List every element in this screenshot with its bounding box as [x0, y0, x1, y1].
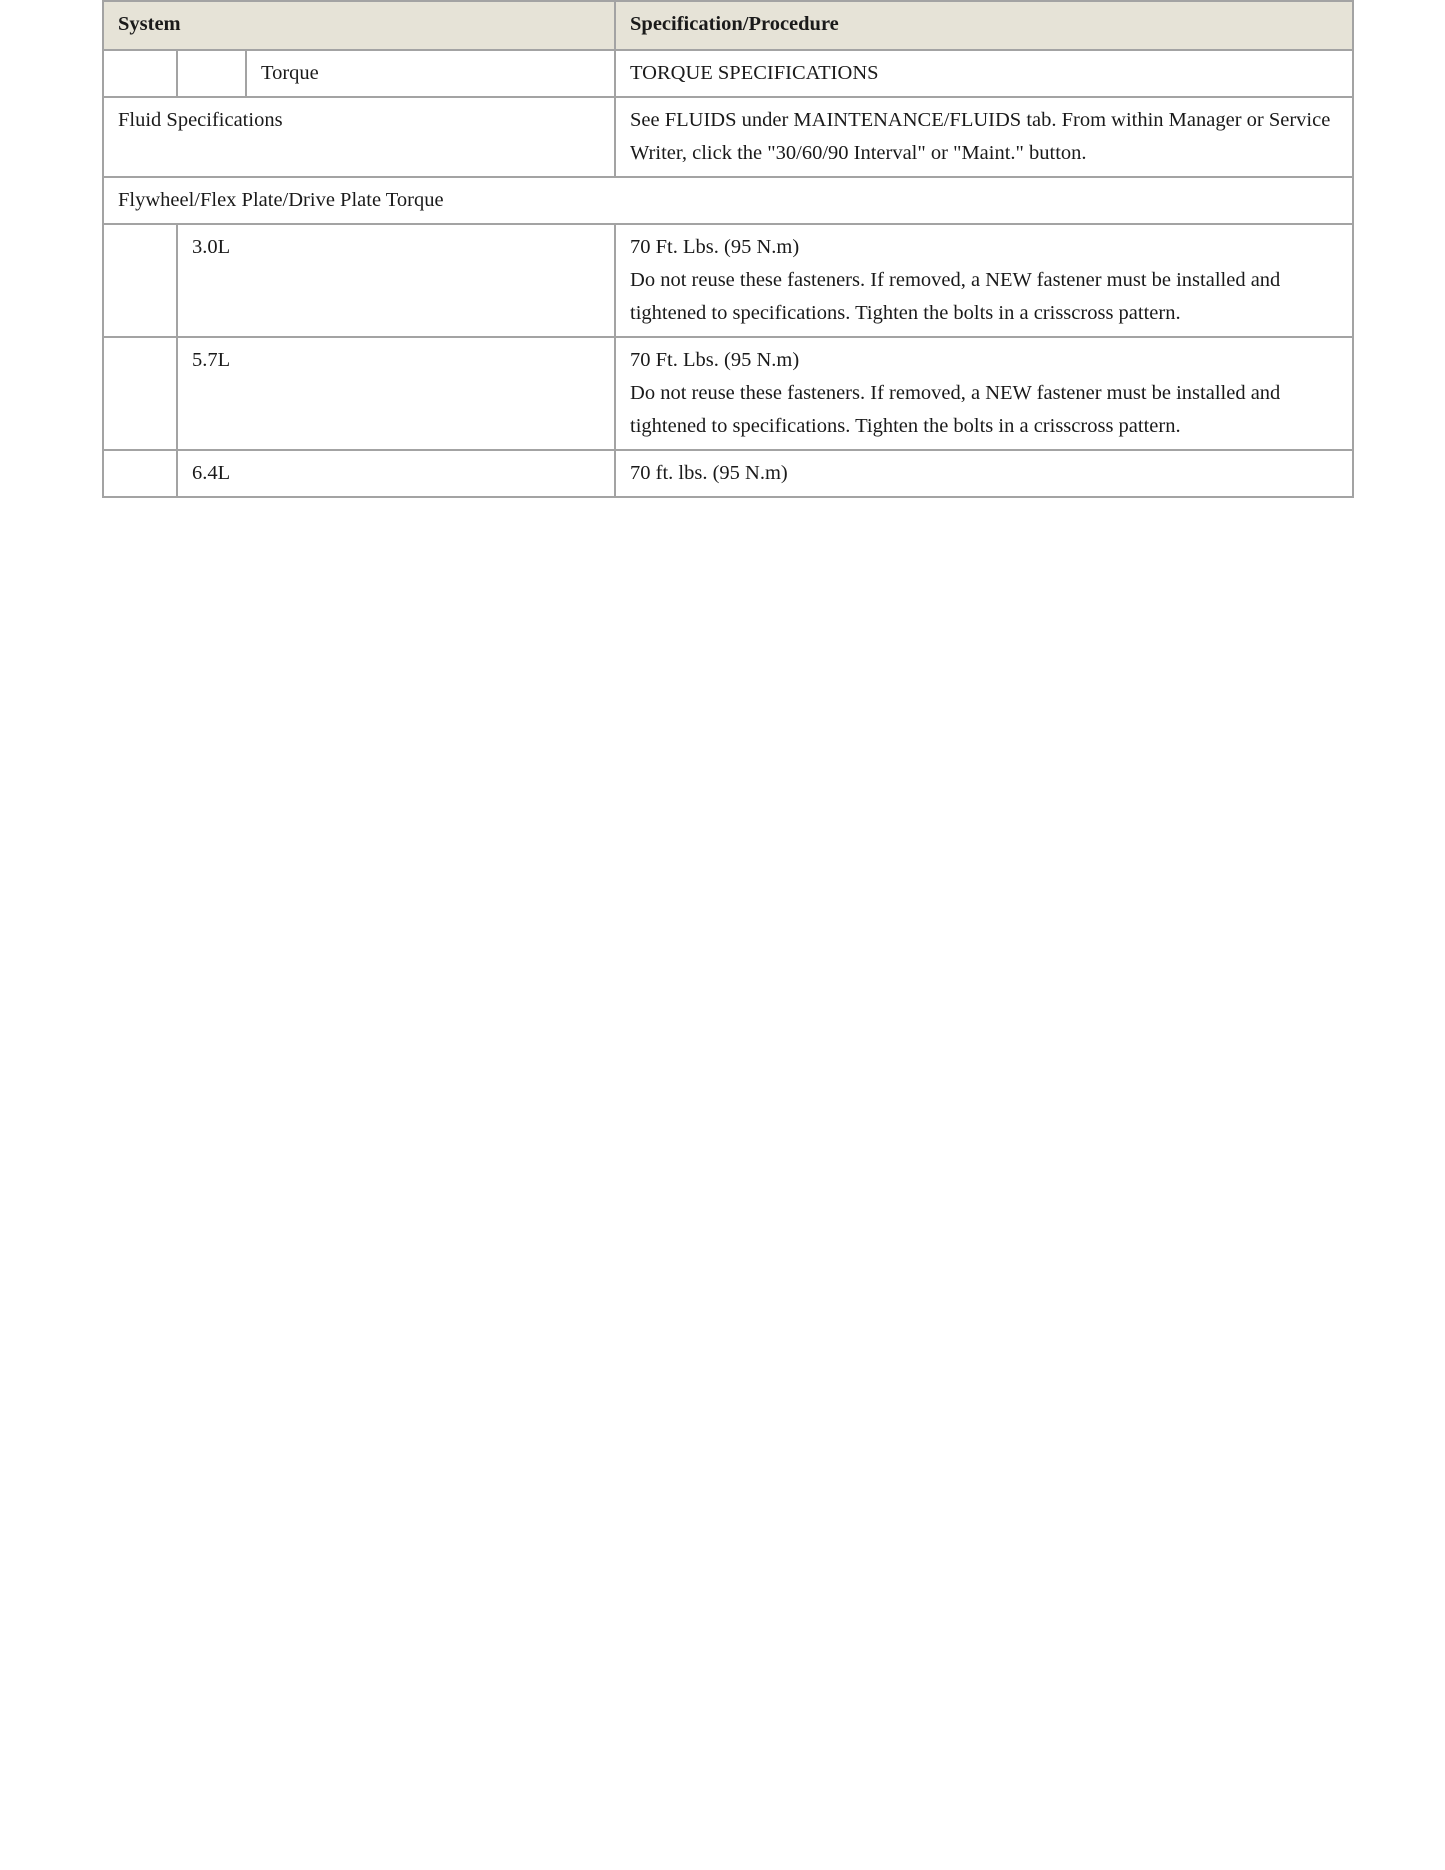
section-heading-cell: Flywheel/Flex Plate/Drive Plate Torque: [103, 177, 1353, 224]
system-cell: 3.0L: [177, 224, 615, 337]
header-spec: Specification/Procedure: [615, 1, 1353, 50]
table-row: [103, 224, 1353, 337]
indent-cell: [103, 337, 177, 450]
specification-table: [102, 0, 1354, 498]
spec-cell: [615, 224, 1353, 337]
spec-cell: TORQUE SPECIFICATIONS: [615, 50, 1353, 97]
spec-note: Do not reuse these fasteners. If removed, a NEW fastener must be installed and tightened to specifications. Tighten the bolts in a crisscross pattern.: [630, 382, 1281, 437]
table-row: [103, 337, 1353, 450]
table-row: [103, 97, 1353, 177]
system-cell: Torque: [246, 50, 615, 97]
system-cell: 5.7L: [177, 337, 615, 450]
indent-cell: [103, 450, 177, 497]
indent-cell: [103, 50, 177, 97]
indent-cell: [177, 50, 246, 97]
table-row: [103, 177, 1353, 224]
header-system: System: [103, 1, 615, 50]
spec-value: 70 Ft. Lbs. (95 N.m): [630, 236, 800, 258]
indent-cell: [103, 224, 177, 337]
spec-value: 70 Ft. Lbs. (95 N.m): [630, 349, 800, 371]
spec-cell: See FLUIDS under MAINTENANCE/FLUIDS tab. From within Manager or Service Writer, click the "30/60/90 Interval" or "Maint." button.: [615, 97, 1353, 177]
spec-cell: [615, 337, 1353, 450]
table-row: [103, 50, 1353, 97]
table-row: [103, 450, 1353, 497]
system-cell: 6.4L: [177, 450, 615, 497]
table-header-row: [103, 1, 1353, 50]
system-cell: Fluid Specifications: [103, 97, 615, 177]
spec-note: Do not reuse these fasteners. If removed, a NEW fastener must be installed and tightened to specifications. Tighten the bolts in a crisscross pattern.: [630, 269, 1281, 324]
spec-cell: 70 ft. lbs. (95 N.m): [615, 450, 1353, 497]
